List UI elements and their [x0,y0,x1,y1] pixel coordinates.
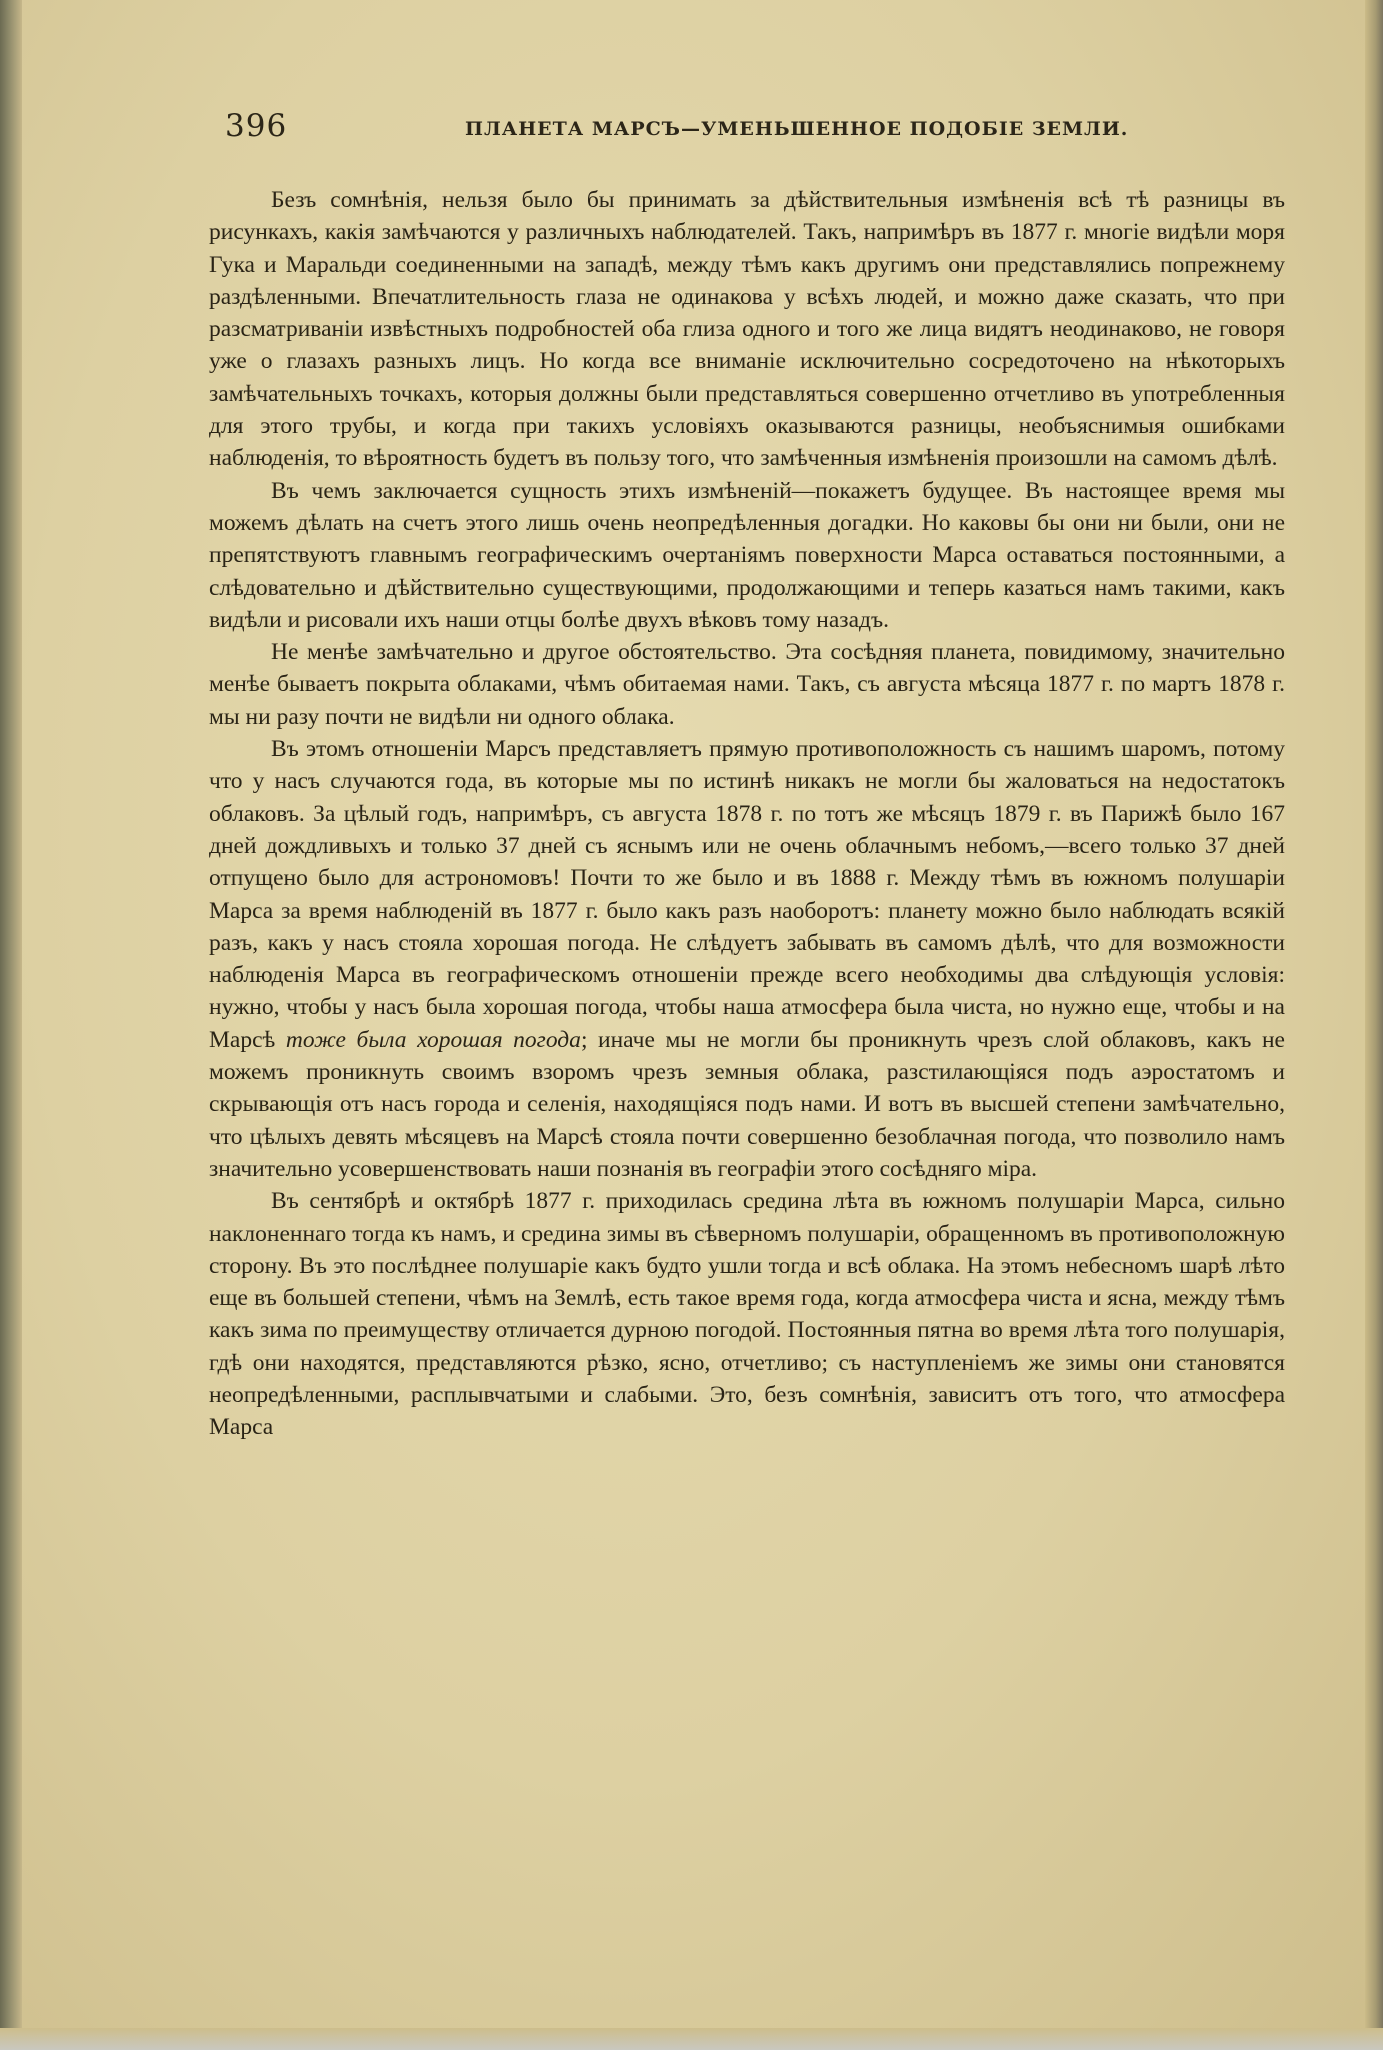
page-bottom-edge [0,2028,1383,2050]
running-title: ПЛАНЕТА МАРСЪ—УМЕНЬШЕННОЕ ПОДОБІЕ ЗЕМЛИ. [465,118,1129,140]
page-right-edge [1365,0,1383,2050]
body-text [209,184,1285,1444]
paragraph-4-text-before: Въ этомъ отношеніи Марсъ представляетъ прямую противоположность съ нашимъ шаромъ, потому что у насъ случаются года, въ которые мы по истинѣ никакъ не могли бы жаловаться на недостатокъ облаковъ. За цѣлый годъ, напримѣръ, съ августа 1878 г. по тотъ же мѣсяцъ 1879 г. въ Парижѣ было 167 дней дождливыхъ и только 37 дней съ яснымъ или не очень облачнымъ небомъ,—всего только 37 дней отпущено было для астрономовъ! Почти то же было и въ 1888 г. Между тѣмъ въ южномъ полушаріи Марса за время наблюденій въ 1877 г. было какъ разъ наоборотъ: планету можно было наблюдать всякій разъ, какъ у насъ стояла хорошая погода. Не слѣдуетъ забывать въ самомъ дѣлѣ, что для возможности наблюденія Марса въ географическомъ отношеніи прежде всего необходимы два слѣдующія условія: нужно, чтобы у насъ была хорошая погода, чтобы наша атмосфера была чиста, но нужно еще, чтобы и на Марсѣ [209,736,1285,1053]
paragraph-5: Въ сентябрѣ и октябрѣ 1877 г. приходилась средина лѣта въ южномъ полушаріи Марса, сильно наклоненнаго тогда къ намъ, и средина зимы въ сѣверномъ полушаріи, обращенномъ въ противоположную сторону. Въ это послѣднее полушаріе какъ будто ушли тогда и всѣ облака. На этомъ небесномъ шарѣ лѣто еще въ большей степени, чѣмъ на Землѣ, есть такое время года, когда атмосфера чиста и ясна, между тѣмъ какъ зима по преимуществу отличается дурною погодой. Постоянныя пятна во время лѣта того полушарія, гдѣ они находятся, представляются рѣзко, ясно, отчетливо; съ наступленіемъ же зимы они становятся неопредѣленными, расплывчатыми и слабыми. Это, безъ сомнѣнія, зависитъ отъ того, что атмосфера Марса [209,1188,1285,1441]
page-header [225,108,1285,148]
page-number: 396 [225,108,288,144]
page-binding-shadow [0,0,22,2050]
paragraph-4 [209,733,1285,1185]
paragraph-4-text-after: ; иначе мы не могли бы проникнуть чрезъ слой облаковъ, какъ не можемъ проникнуть своимъ взоромъ чрезъ земныя облака, разстилающіяся подъ аэростатомъ и скрывающія отъ насъ города и селенія, находящіяся подъ нами. И вотъ въ высшей степени замѣчательно, что цѣлыхъ девять мѣсяцевъ на Марсѣ стояла почти совершенно безоблачная погода, что позволило намъ значительно усовершенствовать наши познанія въ географіи этого сосѣдняго міра. [209,1026,1285,1182]
paragraph-2: Въ чемъ заключается сущность этихъ измѣненій—покажетъ будущее. Въ настоящее время мы можемъ дѣлать на счетъ этого лишь очень неопредѣленныя догадки. Но каковы бы они ни были, они не препятствуютъ главнымъ географическимъ очертаніямъ поверхности Марса оставаться постоянными, а слѣдовательно и дѣйствительно существующими, продолжающими и теперь казаться намъ такими, какъ видѣли и рисовали ихъ наши отцы болѣе двухъ вѣковъ тому назадъ. [209,477,1285,633]
paragraph-3: Не менѣе замѣчательно и другое обстоятельство. Эта сосѣдняя планета, повидимому, значительно менѣе бываетъ покрыта облаками, чѣмъ обитаемая нами. Такъ, съ августа мѣсяца 1877 г. по мартъ 1878 г. мы ни разу почти не видѣли ни одного облака. [209,639,1285,730]
paragraph-1: Безъ сомнѣнія, нельзя было бы принимать за дѣйствительныя измѣненія всѣ тѣ разницы въ рисункахъ, какія замѣчаются у различныхъ наблюдателей. Такъ, напримѣръ въ 1877 г. многіе видѣли моря Гука и Маральди соединенными на западѣ, между тѣмъ какъ другимъ они представлялись попрежнему раздѣленными. Впечатлительность глаза не одинакова у всѣхъ людей, и можно даже сказать, что при разсматриваніи извѣстныхъ подробностей оба глиза одного и того же лица видятъ неодинаково, не говоря уже о глазахъ разныхъ лицъ. Но когда все вниманіе исключительно сосредоточено на нѣкоторыхъ замѣчательныхъ точкахъ, которыя должны были представляться совершенно отчетливо въ употребленныя для этого трубы, и когда при такихъ условіяхъ оказываются разницы, необъяснимыя ошибками наблюденія, то вѣроятность будетъ въ пользу того, что замѣченныя измѣненія произошли на самомъ дѣлѣ. [209,187,1285,472]
paragraph-4-italic-phrase: тоже была хорошая погода [285,1026,581,1053]
